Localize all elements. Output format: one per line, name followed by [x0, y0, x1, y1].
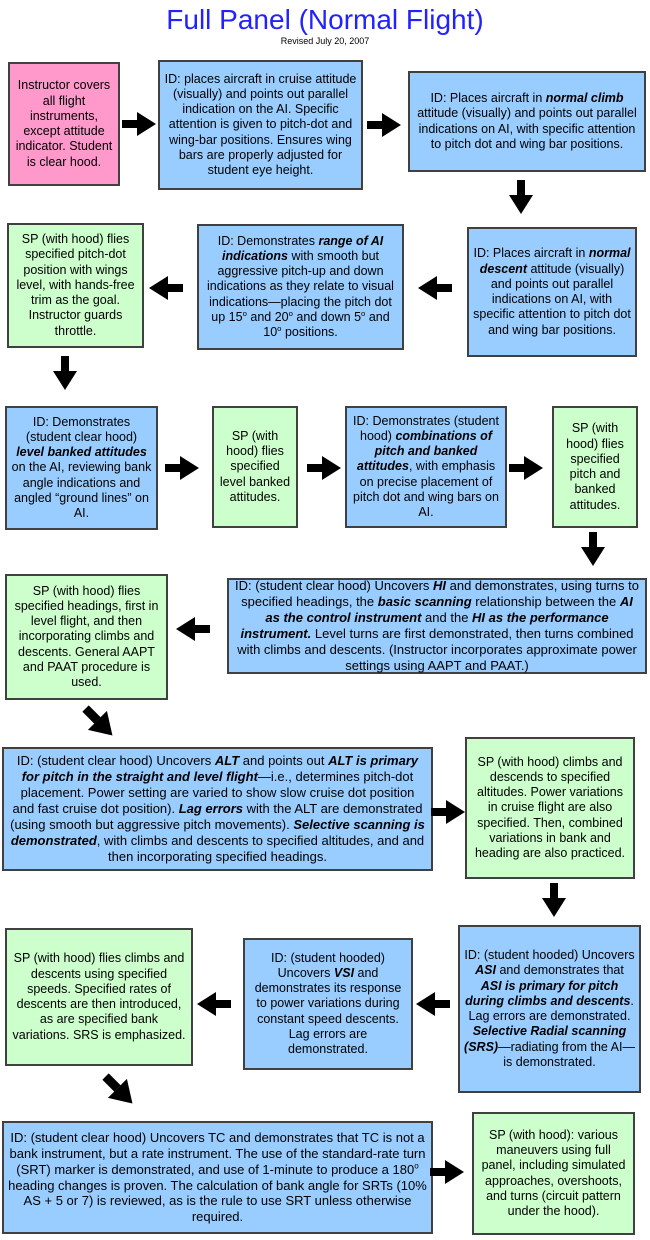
arrow-down-icon [53, 356, 77, 390]
step-text: ID: Places aircraft in normal descent attitude (visually) and points out parallel indications on AI, with specific attention to pitch dot and wing bar positions. [473, 246, 631, 337]
arrow-right-icon [122, 112, 156, 136]
step-text: ID: Demonstrates range of AI indications with smooth but aggressive pitch-up and down indications as they relate to visual indications—placing the pitch dot up 15$^o$ and 20$^o$ and down 5$^o$ and 10$^o$ positions. [207, 233, 394, 340]
arrow-left-icon [176, 617, 210, 641]
step-sp-climbs-speeds [5, 928, 193, 1066]
step-uncovers-vsi [243, 938, 413, 1070]
arrow-left-icon [149, 276, 183, 300]
step-text: SP (with hood) flies climbs and descents using specified speeds. Specified rates of descents are then introduced, as are specified bank variations. SRS is emphasized. [12, 951, 186, 1042]
arrow-right-icon [430, 1160, 464, 1184]
step-normal-descent [467, 227, 637, 357]
step-text: ID: (student clear hood) Uncovers HI and demonstrates, using turns to specified headings, the basic scanning relationship between the AI as the control instrument and the HI as the performance instrument. Level turns are first demonstrated, then turns combined with climbs and descents. (Instructor incorporates approximate power settings using AAPT and PAAT.) [235, 578, 639, 673]
arrow-down-icon [542, 883, 566, 917]
step-text: SP (with hood): various maneuvers using full panel, including simulated approaches, overshoots, and turns (circuit pattern under the hood). [481, 1127, 626, 1218]
step-normal-climb [408, 71, 646, 172]
step-range-of-ai [197, 224, 404, 350]
step-text: SP (with hood) flies specified pitch-dot position with wings level, with hands-free trim as the goal. Instructor guards throttle. [16, 232, 135, 338]
step-text: SP (with hood) flies specified pitch and banked attitudes. [566, 421, 624, 512]
step-text: SP (with hood) climbs and descends to specified altitudes. Power variations in cruise flight are also specified. Then, combined variations in bank and heading are also practiced. [474, 754, 626, 861]
step-text: ID: (student hooded) Uncovers VSI and demonstrates its response to power variations during constant speed descents. Lag errors are demonstrated. [254, 950, 402, 1057]
step-text: ID: (student clear hood) Uncovers ALT and points out ALT is primary for pitch in the straight and level flight—i.e., determines pitch-dot placement. Power setting are varied to show slow cruise dot position and fast cruise dot position). Lag errors with the ALT are demonstrated (using smooth but aggressive pitch movements). Selective scanning is demonstrated, with climbs and descents to specified altitudes, and and then incorporating specified headings. [10, 753, 425, 864]
step-level-banked [5, 406, 158, 530]
step-text: ID: Demonstrates (student hood) combinations of pitch and banked attitudes, with emphasis on precise placement of pitch dot and wing bars on AI. [353, 413, 499, 520]
step-text: SP (with hood) flies specified level banked attitudes. [219, 428, 291, 504]
step-sp-pitch-dot [7, 223, 144, 348]
step-text: ID: Places aircraft in normal climb attitude (visually) and points out parallel indications on AI, with specific attention to pitch dot and wing bar positions. [417, 91, 637, 151]
step-text: ID: places aircraft in cruise attitude (visually) and points out parallel indication on the AI. Specific attention is given to pitch-dot and wing-bar positions. Ensures wing bars are properly adjusted for student eye height. [164, 71, 357, 178]
arrow-right-icon [307, 456, 341, 480]
step-uncovers-hi [227, 578, 647, 674]
step-uncovers-asi [458, 925, 641, 1093]
arrow-right-icon [367, 113, 401, 137]
step-sp-headings [5, 574, 168, 700]
step-uncovers-alt [2, 747, 433, 871]
arrow-right-icon [431, 800, 465, 824]
arrow-left-icon [197, 992, 231, 1016]
arrow-left-icon [416, 992, 450, 1016]
step-sp-level-banked [212, 406, 298, 528]
step-text: ID: Demonstrates (student clear hood) level banked attitudes on the AI, reviewing bank angle indications and angled “ground lines” on AI. [11, 414, 152, 521]
step-sp-pitch-banked [552, 406, 638, 528]
step-text: SP (with hood) flies specified headings, first in level flight, and then incorporating climbs and descents. General AAPT and PAAT procedure is used. [14, 583, 159, 690]
arrow-down-right-icon [76, 699, 122, 745]
step-combinations [345, 406, 507, 528]
step-text: ID: (student clear hood) Uncovers TC and demonstrates that TC is not a bank instrument, but a rate instrument. The use of the standard-rate turn (SRT) marker is demonstrated, and use of 1-minute to produce a 180$^o$ heading changes is proven. The calculation of bank angle for SRTs (10% AS + 5 or 7) is reviewed, as is the rule to use SRT unless otherwise required. [8, 1129, 427, 1225]
arrow-down-icon [581, 532, 605, 566]
step-cruise-attitude [158, 60, 363, 190]
arrow-down-right-icon [96, 1067, 142, 1113]
step-instructor-covers [8, 62, 120, 186]
arrow-left-icon [418, 276, 452, 300]
step-text: Instructor covers all flight instruments, except attitude indicator. Student is clear hood. [15, 78, 113, 169]
arrow-right-icon [165, 456, 199, 480]
step-sp-full-panel [472, 1112, 635, 1235]
step-uncovers-tc [2, 1121, 433, 1234]
step-sp-climbs-descends [465, 737, 635, 879]
page-subtitle: Revised July 20, 2007 [280, 36, 370, 46]
arrow-down-icon [509, 180, 533, 214]
step-text: ID: (student hooded) Uncovers ASI and demonstrates that ASI is primary for pitch during climbs and descents. Lag errors are demonstrated. Selective Radial scanning (SRS)—radiating from the AI—is demonstrated. [464, 948, 635, 1069]
arrow-right-icon [509, 456, 543, 480]
page-title: Full Panel (Normal Flight) [166, 4, 484, 35]
